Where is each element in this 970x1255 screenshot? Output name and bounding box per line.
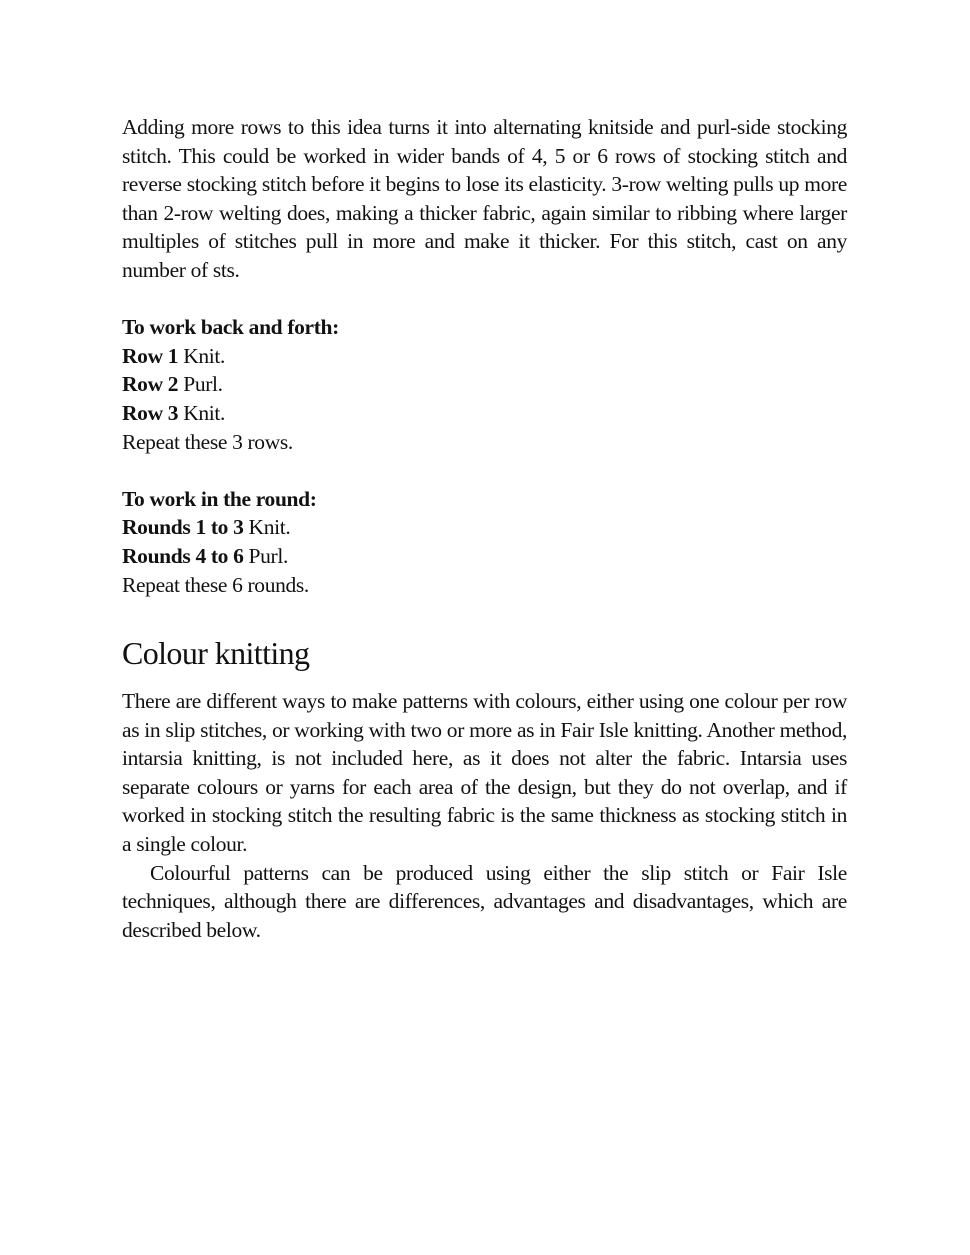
instruction-row xyxy=(122,542,847,571)
back-and-forth-instructions xyxy=(122,313,847,456)
in-the-round-heading: To work in the round: xyxy=(122,486,317,511)
row-text: Knit. xyxy=(243,515,291,540)
row-text: Purl. xyxy=(243,543,289,568)
instruction-row xyxy=(122,399,847,428)
colour-paragraph-1: There are different ways to make patterns with colours, either using one colour per row as in slip stitches, or working with two or more as in Fair Isle knitting. Another method, intarsia knitting, is not included here, as it does not alter the fabric. Intarsia uses separate colours or yarns for each area of the design, but they do not overlap, and if worked in stocking stitch the resulting fabric is the same thickness as stocking stitch in a single colour. xyxy=(122,689,847,857)
row-label: Row 2 xyxy=(122,372,179,397)
document-page xyxy=(122,113,847,944)
repeat-instruction: Repeat these 6 rounds. xyxy=(122,572,309,597)
intro-paragraph: Adding more rows to this idea turns it into alternating knitside and purl-side stocking stitch. This could be worked in wider bands of 4, 5 or 6 rows of stocking stitch and reverse stocking stitch before it begins to lose its elasticity. 3-row welting pulls up more than 2-row welting does, making a thicker fabric, again similar to ribbing where larger multiples of stitches pull in more and make it thicker. For this stitch, cast on any number of sts. xyxy=(122,115,847,282)
row-label: Rounds 4 to 6 xyxy=(122,543,244,568)
row-label: Row 3 xyxy=(122,400,179,425)
instruction-row xyxy=(122,513,847,542)
colour-paragraph-2: Colourful patterns can be produced using either the slip stitch or Fair Isle techniques, although there are differences, advantages and disadvantages, which are described below. xyxy=(122,860,847,942)
repeat-instruction: Repeat these 3 rows. xyxy=(122,429,293,454)
row-text: Knit. xyxy=(178,343,226,368)
row-label: Rounds 1 to 3 xyxy=(122,515,244,540)
in-the-round-instructions xyxy=(122,485,847,599)
instruction-row xyxy=(122,370,847,399)
back-and-forth-heading: To work back and forth: xyxy=(122,315,339,340)
row-label: Row 1 xyxy=(122,343,179,368)
row-text: Knit. xyxy=(178,400,226,425)
instruction-row xyxy=(122,342,847,371)
section-heading: Colour knitting xyxy=(122,635,310,672)
row-text: Purl. xyxy=(178,372,223,397)
